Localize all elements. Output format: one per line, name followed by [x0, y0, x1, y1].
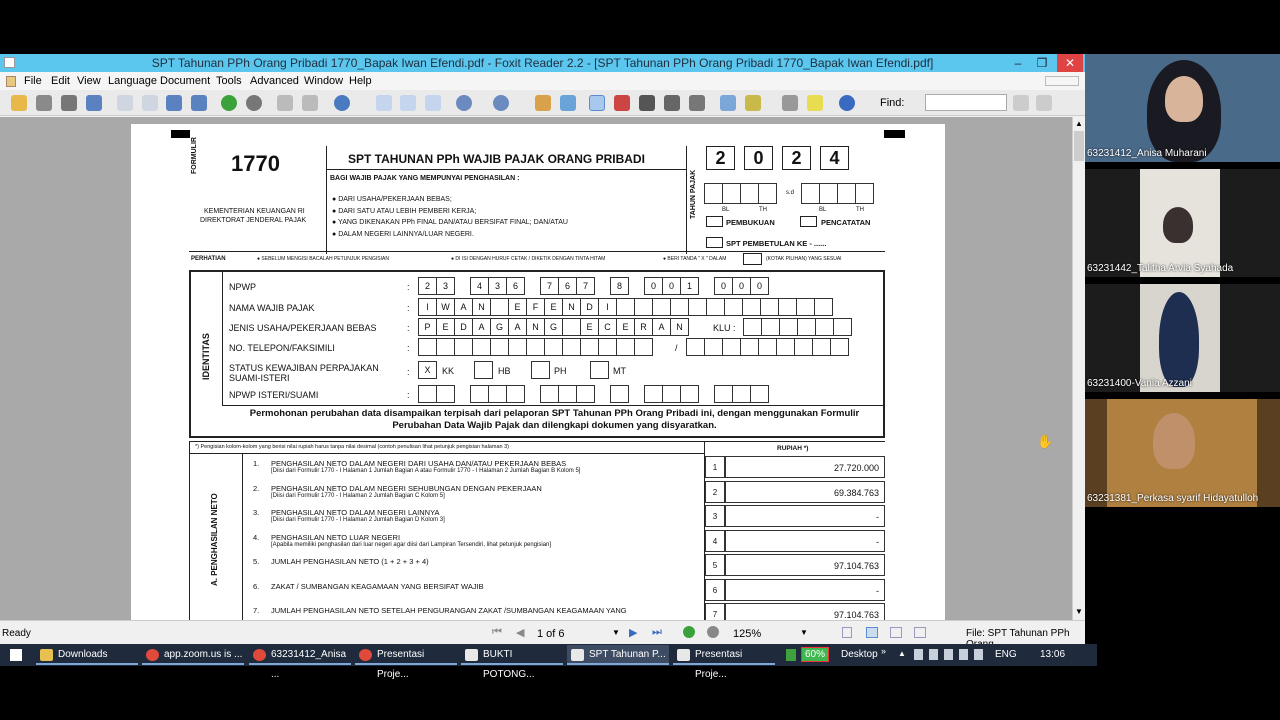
select-text-icon[interactable]: [614, 95, 630, 111]
faksimili-cells[interactable]: [686, 338, 848, 356]
period-start-boxes[interactable]: [704, 183, 776, 204]
menu-document[interactable]: Document: [160, 75, 211, 87]
rotate-icon[interactable]: [302, 95, 318, 111]
notice-text: Permohonan perubahan data disampaikan terpisah dari pelaporan SPT Tahunan PPh Orang Pribadi ini, dengan menggunakan Formulir Perubahan Data Wajib Pajak dan dilengkapi dokumen yang disyaratkan.: [249, 408, 860, 431]
tahun-pajak-label: TAHUN PAJAK: [690, 169, 697, 219]
note-small: *) Pengisian kolom-kolom yang berisi nilai rupiah harus tanpa nilai desimal (contoh penulisan lihat petunjuk pengisian halaman 3): [195, 444, 509, 450]
cover-icon[interactable]: [914, 627, 926, 638]
header-divider: [326, 146, 327, 254]
title-rule: [326, 169, 686, 170]
last-page-button[interactable]: ⏭: [652, 626, 662, 638]
chrome-icon: [253, 649, 266, 661]
first-page-icon[interactable]: [117, 95, 133, 111]
ministry-line2: DIREKTORAT JENDERAL PAJAK: [200, 217, 307, 224]
identitas-label: IDENTITAS: [201, 333, 211, 380]
task-bukti-potong[interactable]: BUKTI POTONG...: [461, 645, 563, 665]
document-icon: [6, 76, 16, 87]
back-icon[interactable]: [707, 626, 719, 638]
line-value[interactable]: -: [725, 530, 885, 552]
task-presentasi-2[interactable]: Presentasi Proje...: [673, 645, 775, 665]
pencatatan-checkbox[interactable]: [800, 216, 817, 227]
clock[interactable]: 13:06: [1040, 649, 1066, 660]
facing-icon[interactable]: [890, 627, 902, 638]
save-icon[interactable]: [36, 95, 52, 111]
colon: :: [407, 390, 410, 400]
year-digit[interactable]: 0: [744, 146, 773, 170]
section-a-label: A. PENGHASILAN NETO: [210, 493, 219, 586]
minimize-button[interactable]: –: [1014, 56, 1022, 70]
battery-indicator[interactable]: 60%: [801, 647, 829, 662]
participant-tile[interactable]: [1085, 169, 1280, 277]
fit-page-icon[interactable]: [376, 95, 392, 111]
open-icon[interactable]: [11, 95, 27, 111]
fit-visible-icon[interactable]: [425, 95, 441, 111]
status-ready: Ready: [2, 628, 31, 639]
perhatian-text: ● DI ISI DENGAN HURUF CETAK / DIKETIK DENGAN TINTA HITAM: [451, 256, 606, 262]
klu-cells[interactable]: [743, 318, 851, 336]
page-indicator[interactable]: 1 of 6: [537, 628, 565, 640]
zoom-dropdown-icon[interactable]: ▼: [800, 628, 808, 637]
highlight-icon[interactable]: [720, 95, 736, 111]
participant-face: [1153, 413, 1195, 469]
line-value[interactable]: 69.384.763: [725, 481, 885, 503]
colon: :: [407, 282, 410, 292]
line-value[interactable]: -: [725, 505, 885, 527]
print-icon[interactable]: [61, 95, 77, 111]
first-page-button[interactable]: ⏮: [492, 626, 502, 638]
npwp-label: NPWP: [229, 282, 256, 292]
line-box-number: 7: [705, 603, 725, 620]
chrome-icon: [146, 649, 159, 661]
single-page-icon[interactable]: [842, 627, 852, 638]
menu-bar: [0, 72, 1085, 90]
close-button[interactable]: ✕: [1057, 54, 1083, 72]
task-anisa[interactable]: 63231412_Anisa ...: [249, 645, 351, 665]
notice-rule: [222, 405, 885, 406]
line-value[interactable]: 97.104.763: [725, 554, 885, 576]
maximize-button[interactable]: ❐: [1036, 56, 1048, 70]
perhatian-text: (KOTAK PILIHAN) YANG SESUAI: [766, 256, 842, 262]
pen-icon[interactable]: [745, 95, 761, 111]
line-number: 6.: [253, 582, 260, 591]
status-file: File: SPT Tahunan PPh: [966, 628, 1070, 639]
prev-page-button[interactable]: ◀: [516, 627, 525, 639]
pencatatan-label: PENCATATAN: [821, 218, 871, 227]
scroll-thumb[interactable]: [1074, 131, 1084, 161]
participant-face: [1159, 292, 1199, 387]
participant-tile[interactable]: [1085, 399, 1280, 507]
line-number: 1.: [253, 459, 260, 468]
toolbar: [0, 90, 1085, 116]
chevron-icon[interactable]: »: [881, 646, 887, 656]
perhatian-label: PERHATIAN: [191, 256, 226, 262]
zoom-level[interactable]: 125%: [733, 628, 762, 640]
desktop-label[interactable]: Desktop: [841, 649, 878, 660]
status-mt-checkbox[interactable]: [590, 361, 609, 379]
line-box-number: 4: [705, 530, 725, 552]
snapshot-icon[interactable]: [639, 95, 655, 111]
continuous-icon[interactable]: [866, 627, 878, 638]
email-icon[interactable]: [86, 95, 102, 111]
bullet-list: [332, 194, 568, 240]
th-label: TH: [759, 207, 767, 213]
status-hb-label: HB: [498, 366, 511, 376]
start-icon[interactable]: [10, 649, 22, 661]
participant-tile[interactable]: [1085, 54, 1280, 162]
line-number: 2.: [253, 484, 260, 493]
shield-icon[interactable]: [786, 649, 796, 661]
form-subtitle: BAGI WAJIB PAJAK YANG MEMPUNYAI PENGHASILAN :: [330, 175, 520, 182]
line-box-number: 2: [705, 481, 725, 503]
scroll-down-arrow[interactable]: ▼: [1075, 607, 1083, 616]
next-page-button[interactable]: ▶: [629, 627, 638, 639]
task-downloads[interactable]: Downloads: [36, 645, 138, 665]
participant-face: [1163, 207, 1193, 243]
line-box-number: 1: [705, 456, 725, 478]
find-input[interactable]: [925, 94, 1007, 111]
prev-page-icon[interactable]: [142, 95, 158, 111]
window-title: SPT Tahunan PPh Orang Pribadi 1770_Bapak Iwan Efendi.pdf - Foxit Reader 2.2 - [SPT Tahunan PPh Orang Pribadi 1770_Bapak Iwan Efendi.pdf]: [151, 56, 934, 70]
task-zoom[interactable]: app.zoom.us is ...: [142, 645, 244, 665]
find-next-icon[interactable]: [1036, 95, 1052, 111]
page-layout-icon[interactable]: [277, 95, 293, 111]
line-label: PENGHASILAN NETO LUAR NEGERI: [271, 533, 401, 542]
bullet-item: ● DARI USAHA/PEKERJAAN BEBAS;: [332, 196, 452, 203]
line-box-number: 6: [705, 579, 725, 601]
vertical-scrollbar[interactable]: [1072, 117, 1085, 620]
line-value[interactable]: -: [725, 579, 885, 601]
line-sublabel: [Diisi dari Formulir 1770 - I Halaman 2 Jumlah Bagian D Kolom 3]: [271, 517, 445, 523]
pembukuan-checkbox[interactable]: [706, 216, 723, 227]
npwp-istri-label: NPWP ISTERI/SUAMI: [229, 390, 319, 400]
note-icon[interactable]: [807, 95, 823, 111]
menu-file[interactable]: File: [24, 75, 42, 87]
zoom-in-icon[interactable]: [334, 95, 350, 111]
menu-advanced[interactable]: Advanced: [250, 75, 299, 87]
colon: :: [407, 343, 410, 353]
jenis-usaha-cells[interactable]: P E D A G A N G E C E R A N: [418, 318, 688, 336]
task-spt-tahunan[interactable]: SPT Tahunan P...: [567, 645, 669, 665]
period-end-boxes[interactable]: [801, 183, 873, 204]
last-page-icon[interactable]: [191, 95, 207, 111]
participant-name: 63231412_Anisa Muharani: [1087, 148, 1207, 159]
participant-tile[interactable]: [1085, 284, 1280, 392]
app-icon: [4, 57, 15, 68]
status-mt-label: MT: [613, 366, 626, 376]
pdf-icon: [571, 649, 584, 661]
page-dropdown-icon[interactable]: ▼: [612, 628, 620, 637]
section-a-divider: [189, 453, 705, 454]
identitas-divider: [222, 270, 223, 405]
menu-help[interactable]: Help: [349, 75, 372, 87]
form-number: 1770: [231, 151, 280, 176]
klu-label: KLU :: [713, 323, 736, 333]
line-number: 3.: [253, 508, 260, 517]
bl-label: BL: [722, 207, 730, 213]
perhatian-text: ● BERI TANDA " X " DALAM: [663, 256, 727, 262]
section-a-vline: [242, 453, 243, 620]
perhatian-checkbox: [743, 253, 762, 265]
find-label: Find:: [880, 97, 905, 109]
line-number: 4.: [253, 533, 260, 542]
corner-mark: [171, 130, 190, 138]
colon: :: [407, 367, 410, 377]
bullet-item: ● YANG DIKENAKAN PPh FINAL DAN/ATAU BERSIFAT FINAL; DAN/ATAU: [332, 219, 568, 226]
line-label: PENGHASILAN NETO DALAM NEGERI DARI USAHA DAN/ATAU PEKERJAAN BEBAS: [271, 459, 567, 468]
line-box-number: 3: [705, 505, 725, 527]
mdi-controls[interactable]: [1045, 76, 1079, 86]
formulir-label: FORMULIR: [191, 137, 198, 174]
menu-view[interactable]: View: [77, 75, 101, 87]
spt-pembetulan-label: SPT PEMBETULAN KE - ......: [726, 239, 827, 248]
find-prev-icon[interactable]: [1013, 95, 1029, 111]
bookmark-icon[interactable]: [535, 95, 551, 111]
menu-language[interactable]: Language: [108, 75, 157, 87]
line-label: JUMLAH PENGHASILAN NETO SETELAH PENGURANGAN ZAKAT /SUMBANGAN KEAGAMAAN YANG: [271, 606, 627, 615]
form-title: SPT TAHUNAN PPh WAJIB PAJAK ORANG PRIBADI: [348, 152, 645, 166]
title-bar: [0, 54, 1085, 72]
bullet-item: ● DARI SATU ATAU LEBIH PEMBERI KERJA;: [332, 207, 477, 215]
participant-face: [1165, 76, 1203, 122]
status-kk-label: KK: [442, 366, 455, 376]
line-sublabel: [Apabila memiliki penghasilan dari luar negeri agar diisi dari Lampiran Tersendiri, lihat petunjuk pengisian]: [271, 542, 552, 548]
header-divider: [686, 146, 687, 254]
status-ph-label: PH: [554, 366, 567, 376]
line-label: PENGHASILAN NETO DALAM NEGERI LAINNYA: [271, 508, 440, 517]
status-kk-checkbox[interactable]: X: [418, 361, 437, 379]
info-icon[interactable]: [839, 95, 855, 111]
perhatian-rule: [189, 251, 885, 252]
participant-name: 63231400-Vania Azzani: [1087, 378, 1192, 389]
next-page-icon[interactable]: [166, 95, 182, 111]
npwp-cells[interactable]: 2 3 4 3 6 7 6 7 8 0 0 1 0 0 0: [418, 277, 768, 295]
menu-window[interactable]: Window: [304, 75, 344, 87]
line-sublabel: [Diisi dari Formulir 1770 - I Halaman 2 Jumlah Bagian C Kolom 5]: [271, 493, 445, 499]
go-forward-icon[interactable]: [221, 95, 237, 111]
scroll-up-arrow[interactable]: ▲: [1075, 119, 1083, 128]
line-value[interactable]: 27.720.000: [725, 456, 885, 478]
text-icon[interactable]: [782, 95, 798, 111]
chrome-icon: [359, 649, 372, 661]
status-bar: [0, 620, 1085, 644]
tray-up-icon[interactable]: ▲: [898, 649, 906, 658]
participant-name: 63231442_Talitha Arvia Syahada: [1087, 263, 1234, 274]
menu-tools[interactable]: Tools: [216, 75, 242, 87]
line-number: 5.: [253, 557, 260, 566]
colon: :: [407, 303, 410, 313]
telepon-cells[interactable]: [418, 338, 652, 356]
hand-tool-icon[interactable]: [589, 95, 605, 111]
line-box-number: 5: [705, 554, 725, 576]
image-icon[interactable]: [560, 95, 576, 111]
telepon-label: NO. TELEPON/FAKSIMILI: [229, 343, 335, 353]
document-viewport[interactable]: [0, 117, 1072, 620]
pdf-page: [131, 124, 945, 620]
status-label: STATUS KEWAJIBAN PERPAJAKAN: [229, 363, 379, 373]
taskbar: [0, 644, 1097, 680]
zoom-plus-icon[interactable]: [493, 95, 509, 111]
zoom-participants-panel: [1085, 54, 1280, 514]
hand-cursor-icon: ✋: [1037, 434, 1054, 449]
year-boxes: [706, 146, 858, 170]
nama-cells[interactable]: I W A N E F E N D I: [418, 298, 832, 316]
task-presentasi-1[interactable]: Presentasi Proje...: [355, 645, 457, 665]
nama-label: NAMA WAJIB PAJAK: [229, 303, 315, 313]
zoom-out-icon[interactable]: [456, 95, 472, 111]
camera-icon[interactable]: [689, 95, 705, 111]
line-label: PENGHASILAN NETO DALAM NEGERI SEHUBUNGAN DENGAN PEKERJAAN: [271, 484, 542, 493]
slash: /: [675, 343, 678, 353]
status-ph-checkbox[interactable]: [531, 361, 550, 379]
foxit-reader-window: [0, 54, 1085, 644]
line-sublabel: [Diisi dari Formulir 1770 - I Halaman 1 Jumlah Bagian A atau Formulir 1770 - I Halaman 2 Jumlah Bagian B Kolom 5]: [271, 468, 581, 474]
pdf-icon: [677, 649, 690, 661]
typewriter-icon[interactable]: [664, 95, 680, 111]
year-digit[interactable]: 2: [782, 146, 811, 170]
status-hb-checkbox[interactable]: [474, 361, 493, 379]
folder-icon: [40, 649, 53, 661]
corner-mark: [884, 130, 905, 138]
npwp-istri-cells[interactable]: [418, 385, 768, 403]
th-label: TH: [856, 207, 864, 213]
line-label: ZAKAT / SUMBANGAN KEAGAMAAN YANG BERSIFAT WAJIB: [271, 582, 484, 591]
ministry-line1: KEMENTERIAN KEUANGAN RI: [204, 208, 305, 215]
line-value[interactable]: 97.104.763: [725, 603, 885, 620]
year-digit[interactable]: 4: [820, 146, 849, 170]
menu-edit[interactable]: Edit: [51, 75, 70, 87]
year-digit[interactable]: 2: [706, 146, 735, 170]
perhatian-text: ● SEBELUM MENGISI BACALAH PETUNJUK PENGISIAN: [257, 256, 389, 262]
rupiah-header: RUPIAH *): [777, 445, 809, 452]
tray-icons[interactable]: [914, 649, 986, 660]
language-indicator[interactable]: ENG: [995, 649, 1017, 660]
status-label-2: SUAMI-ISTERI: [229, 373, 290, 383]
fit-width-icon[interactable]: [400, 95, 416, 111]
pembukuan-label: PEMBUKUAN: [726, 218, 775, 227]
bl-label: BL: [819, 207, 827, 213]
line-label: JUMLAH PENGHASILAN NETO (1 + 2 + 3 + 4): [271, 557, 429, 566]
line-number: 7.: [253, 606, 260, 615]
participant-name: 63231381_Perkasa syarif Hidayatulloh: [1087, 493, 1259, 504]
spt-pembetulan-checkbox[interactable]: [706, 237, 723, 248]
jenis-usaha-label: JENIS USAHA/PEKERJAAN BEBAS: [229, 323, 377, 333]
bullet-item: ● DALAM NEGERI LAINNYA/LUAR NEGERI.: [332, 230, 474, 238]
colon: :: [407, 323, 410, 333]
pdf-icon: [465, 649, 478, 661]
go-back-icon[interactable]: [246, 95, 262, 111]
sd-label: s.d: [786, 190, 795, 196]
forward-icon[interactable]: [683, 626, 695, 638]
